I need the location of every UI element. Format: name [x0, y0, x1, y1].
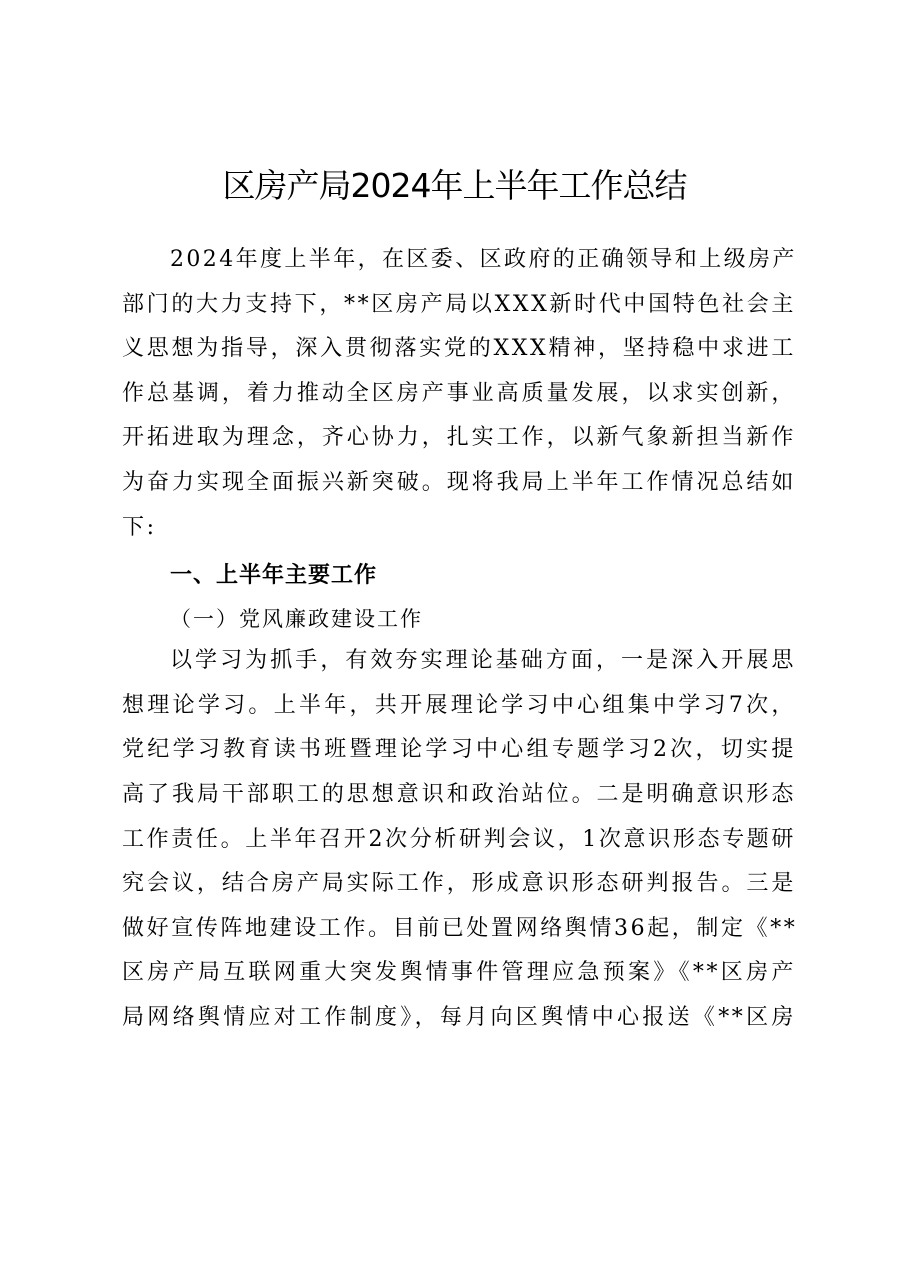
section-paragraph: [122, 639, 796, 1040]
paragraph-line: 工作责任。上半年召开2次分析研判会议，1次意识形态专题研: [122, 826, 796, 852]
paragraph-line: 高了我局干部职工的思想意识和政治站位。二是明确意识形态: [122, 781, 796, 807]
intro-paragraph: [122, 238, 796, 550]
paragraph-line: 做好宣传阵地建设工作。目前已处置网络舆情36起，制定《**: [122, 915, 798, 941]
paragraph-line: 部门的大力支持下，**区房产局以XXX新时代中国特色社会主: [122, 291, 796, 317]
paragraph-line: 想理论学习。上半年，共开展理论学习中心组集中学习7次，: [122, 692, 796, 718]
subsection-heading: （一）党风廉政建设工作: [170, 607, 423, 632]
document-title: 区房产局2024年上半年工作总结: [222, 166, 687, 205]
paragraph-line: 下:: [122, 514, 157, 540]
paragraph-line: 党纪学习教育读书班暨理论学习中心组专题学习2次，切实提: [122, 737, 796, 763]
paragraph-line: 作总基调，着力推动全区房产事业高质量发展，以求实创新，: [122, 380, 796, 406]
paragraph-line: 义思想为指导，深入贯彻落实党的XXX精神，坚持稳中求进工: [122, 336, 796, 362]
paragraph-line: 区房产局互联网重大突发舆情事件管理应急预案》《**区房产: [122, 960, 796, 986]
paragraph-line: 2024年度上半年，在区委、区政府的正确领导和上级房产: [170, 247, 797, 272]
paragraph-line: 究会议，结合房产局实际工作，形成意识形态研判报告。三是: [122, 871, 796, 897]
paragraph-line: 为奋力实现全面振兴新突破。现将我局上半年工作情况总结如: [122, 469, 796, 495]
section-heading: 一、上半年主要工作: [170, 563, 378, 589]
paragraph-line: 以学习为抓手，有效夯实理论基础方面，一是深入开展思: [170, 648, 796, 674]
document-body: [122, 238, 796, 1041]
paragraph-line: 开拓进取为理念，齐心协力，扎实工作，以新气象新担当新作: [122, 425, 796, 451]
paragraph-line: 局网络舆情应对工作制度》，每月向区舆情中心报送《**区房: [122, 1004, 796, 1030]
